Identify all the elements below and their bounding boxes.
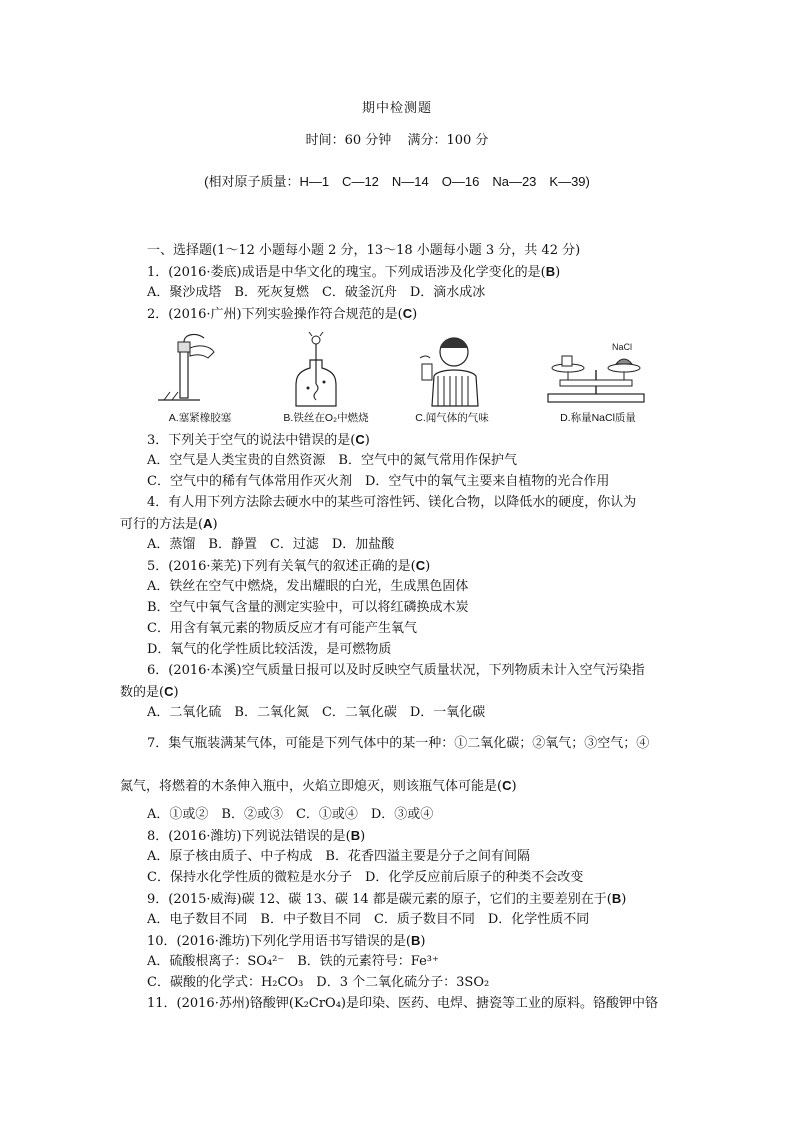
caption-d: D.称量NaCl质量 [560, 412, 636, 424]
question-5-option-c: C．用含有氧元素的物质反应才有可能产生氧气 [147, 621, 417, 636]
nacl-label: NaCl [612, 342, 633, 352]
answer-7: C [502, 778, 512, 793]
stopper-illustration [140, 330, 260, 410]
answer-2: C [402, 306, 413, 321]
smelling-gas-illustration [392, 330, 512, 410]
answer-5: C [415, 558, 426, 573]
question-7-stem: 7．集气瓶装满某气体，可能是下列气体中的某一种：①二氧化碳；②氧气；③空气；④ [147, 736, 650, 751]
iron-wire-bottle-illustration [266, 330, 386, 410]
question-10-options-1: A．硫酸根离子：SO₄²⁻ B．铁的元素符号：Fe³⁺ [147, 954, 439, 969]
question-4-options: A．蒸馏 B．静置 C．过滤 D．加盐酸 [147, 537, 395, 552]
answer-6: C [164, 684, 174, 699]
answer-3: C [355, 432, 365, 447]
score-label: 满分：100 分 [407, 133, 489, 148]
balance-illustration [538, 330, 658, 410]
question-5-option-d: D．氧气的化学性质比较活泼，是可燃物质 [147, 642, 392, 657]
question-8-stem: 8．(2016·潍坊)下列说法错误的是(B) [147, 828, 366, 844]
question-6-options: A．二氧化硫 B．二氧化氮 C．二氧化碳 D．一氧化碳 [147, 705, 486, 720]
question-5-option-a: A．铁丝在空气中燃烧，发出耀眼的白光，生成黑色固体 [147, 579, 469, 594]
question-8-options-2: C．保持水化学性质的微粒是水分子 D．化学反应前后原子的种类不会改变 [147, 870, 584, 885]
answer-8: B [350, 828, 361, 843]
question-2-stem: 2．(2016·广州)下列实验操作符合规范的是(C) [147, 306, 418, 322]
question-7-stem-cont: 氮气，将燃着的木条伸入瓶中，火焰立即熄灭，则该瓶气体可能是(C) [120, 778, 517, 794]
time-score-line [0, 129, 794, 148]
figure-b [266, 330, 386, 430]
question-3-options-2: C．空气中的稀有气体常用作灭火剂 D．空气中的氧气主要来自植物的光合作用 [147, 474, 610, 489]
question-6-stem: 6．(2016·本溪)空气质量日报可以及时反映空气质量状况，下列物质未计入空气污染指 [147, 663, 645, 678]
question-1-stem: 1．(2016·娄底)成语是中华文化的瑰宝。下列成语涉及化学变化的是(B) [147, 264, 561, 280]
caption-a: A.塞紧橡胶塞 [168, 412, 232, 424]
caption-c: C.闻气体的气味 [415, 412, 489, 424]
question-11-stem: 11．(2016·苏州)铬酸钾(K₂CrO₄)是印染、医药、电焊、搪瓷等工业的原料。铬酸钾中铬 [147, 996, 658, 1011]
question-9-options: A．电子数目不同 B．中子数目不同 C．质子数目不同 D．化学性质不同 [147, 912, 590, 927]
caption-b: B.铁丝在O₂中燃烧 [283, 412, 369, 424]
question-5-option-b: B．空气中氧气含量的测定实验中，可以将红磷换成木炭 [147, 600, 469, 615]
time-label: 时间：60 分钟 [305, 133, 392, 148]
answer-4: A [203, 516, 213, 531]
page-title: 期中检测题 [361, 101, 432, 116]
question-10-stem: 10．(2016·潍坊)下列化学用语书写错误的是(B) [147, 933, 426, 949]
question-3-options-1: A．空气是人类宝贵的自然资源 B．空气中的氮气常用作保护气 [147, 453, 517, 468]
question-1-options: A．聚沙成塔 B．死灰复燃 C．破釜沉舟 D．滴水成冰 [147, 285, 486, 300]
question-6-stem-cont: 数的是(C) [120, 684, 179, 700]
answer-1: B [545, 264, 556, 279]
atomic-mass-note: (相对原子质量：H—1 C—12 N—14 O—16 Na—23 K—39) [204, 174, 590, 189]
figure-d [538, 330, 658, 430]
answer-9: B [611, 891, 622, 906]
question-5-stem: 5．(2016·莱芜)下列有关氧气的叙述正确的是(C) [147, 558, 431, 574]
section-heading: 一、选择题(1～12 小题每小题 2 分，13～18 小题每小题 3 分，共 42 分) [147, 243, 581, 258]
question-4-stem: 4．有人用下列方法除去硬水中的某些可溶性钙、镁化合物，以降低水的硬度，你认为 [147, 495, 637, 510]
question-2-figures [140, 330, 660, 430]
figure-a [140, 330, 260, 430]
question-10-options-2: C．碳酸的化学式：H₂CO₃ D．3 个二氧化硫分子：3SO₂ [147, 975, 490, 990]
figure-c [392, 330, 512, 430]
question-3-stem: 3．下列关于空气的说法中错误的是(C) [147, 432, 370, 448]
answer-10: B [410, 933, 421, 948]
question-8-options-1: A．原子核由质子、中子构成 B．花香四溢主要是分子之间有间隔 [147, 849, 530, 864]
question-4-stem-cont: 可行的方法是(A) [120, 516, 218, 532]
question-9-stem: 9．(2015·威海)碳 12、碳 13、碳 14 都是碳元素的原子，它们的主要差别在于(B) [147, 891, 627, 907]
question-7-options: A．①或② B．②或③ C．①或④ D．③或④ [147, 807, 434, 822]
